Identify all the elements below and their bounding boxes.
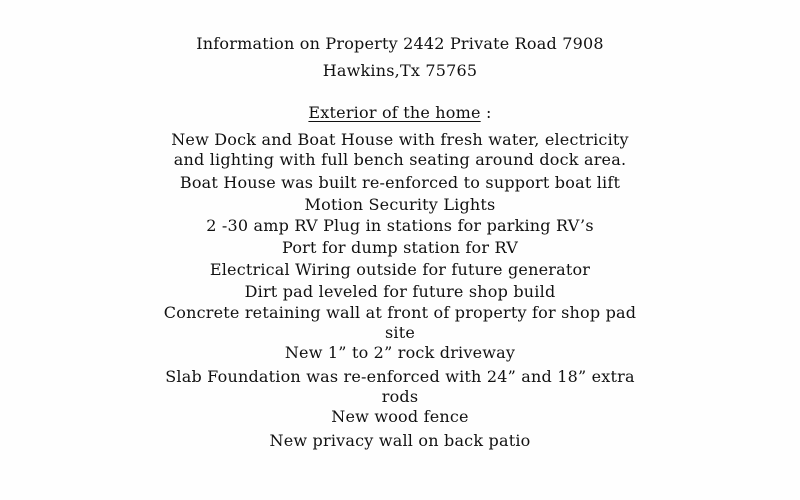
list-item-line: Concrete retaining wall at front of property for shop pad — [163, 303, 637, 322]
list-item: Electrical Wiring outside for future generator — [209, 260, 591, 279]
list-item-line: New Dock and Boat House with fresh water, electricity — [171, 130, 629, 149]
list-item: Motion Security Lights — [304, 195, 496, 214]
list-item-line: rods — [381, 387, 419, 406]
section-heading-row — [0, 103, 800, 123]
list-item: New wood fence — [331, 407, 469, 426]
list-item-line: site — [384, 323, 416, 342]
section-heading-colon: : — [480, 103, 492, 122]
list-item: New privacy wall on back patio — [269, 431, 531, 450]
list-item — [0, 303, 800, 343]
list-item-line: and lighting with full bench seating around dock area. — [173, 150, 627, 169]
list-item — [0, 367, 800, 407]
list-item: Port for dump station for RV — [282, 238, 518, 257]
list-item: 2 -30 amp RV Plug in stations for parking RV’s — [206, 216, 594, 235]
list-item: Dirt pad leveled for future shop build — [244, 282, 556, 301]
list-item — [0, 130, 800, 170]
list-item: New 1” to 2” rock driveway — [284, 343, 516, 362]
list-item: Boat House was built re-enforced to support boat lift — [179, 173, 621, 192]
title-line-2: Hawkins,Tx 75765 — [322, 61, 478, 80]
list-item-line: Slab Foundation was re-enforced with 24” and 18” extra — [165, 367, 635, 386]
title-line-1: Information on Property 2442 Private Road 7908 — [196, 34, 604, 53]
section-heading: Exterior of the home — [308, 103, 481, 122]
